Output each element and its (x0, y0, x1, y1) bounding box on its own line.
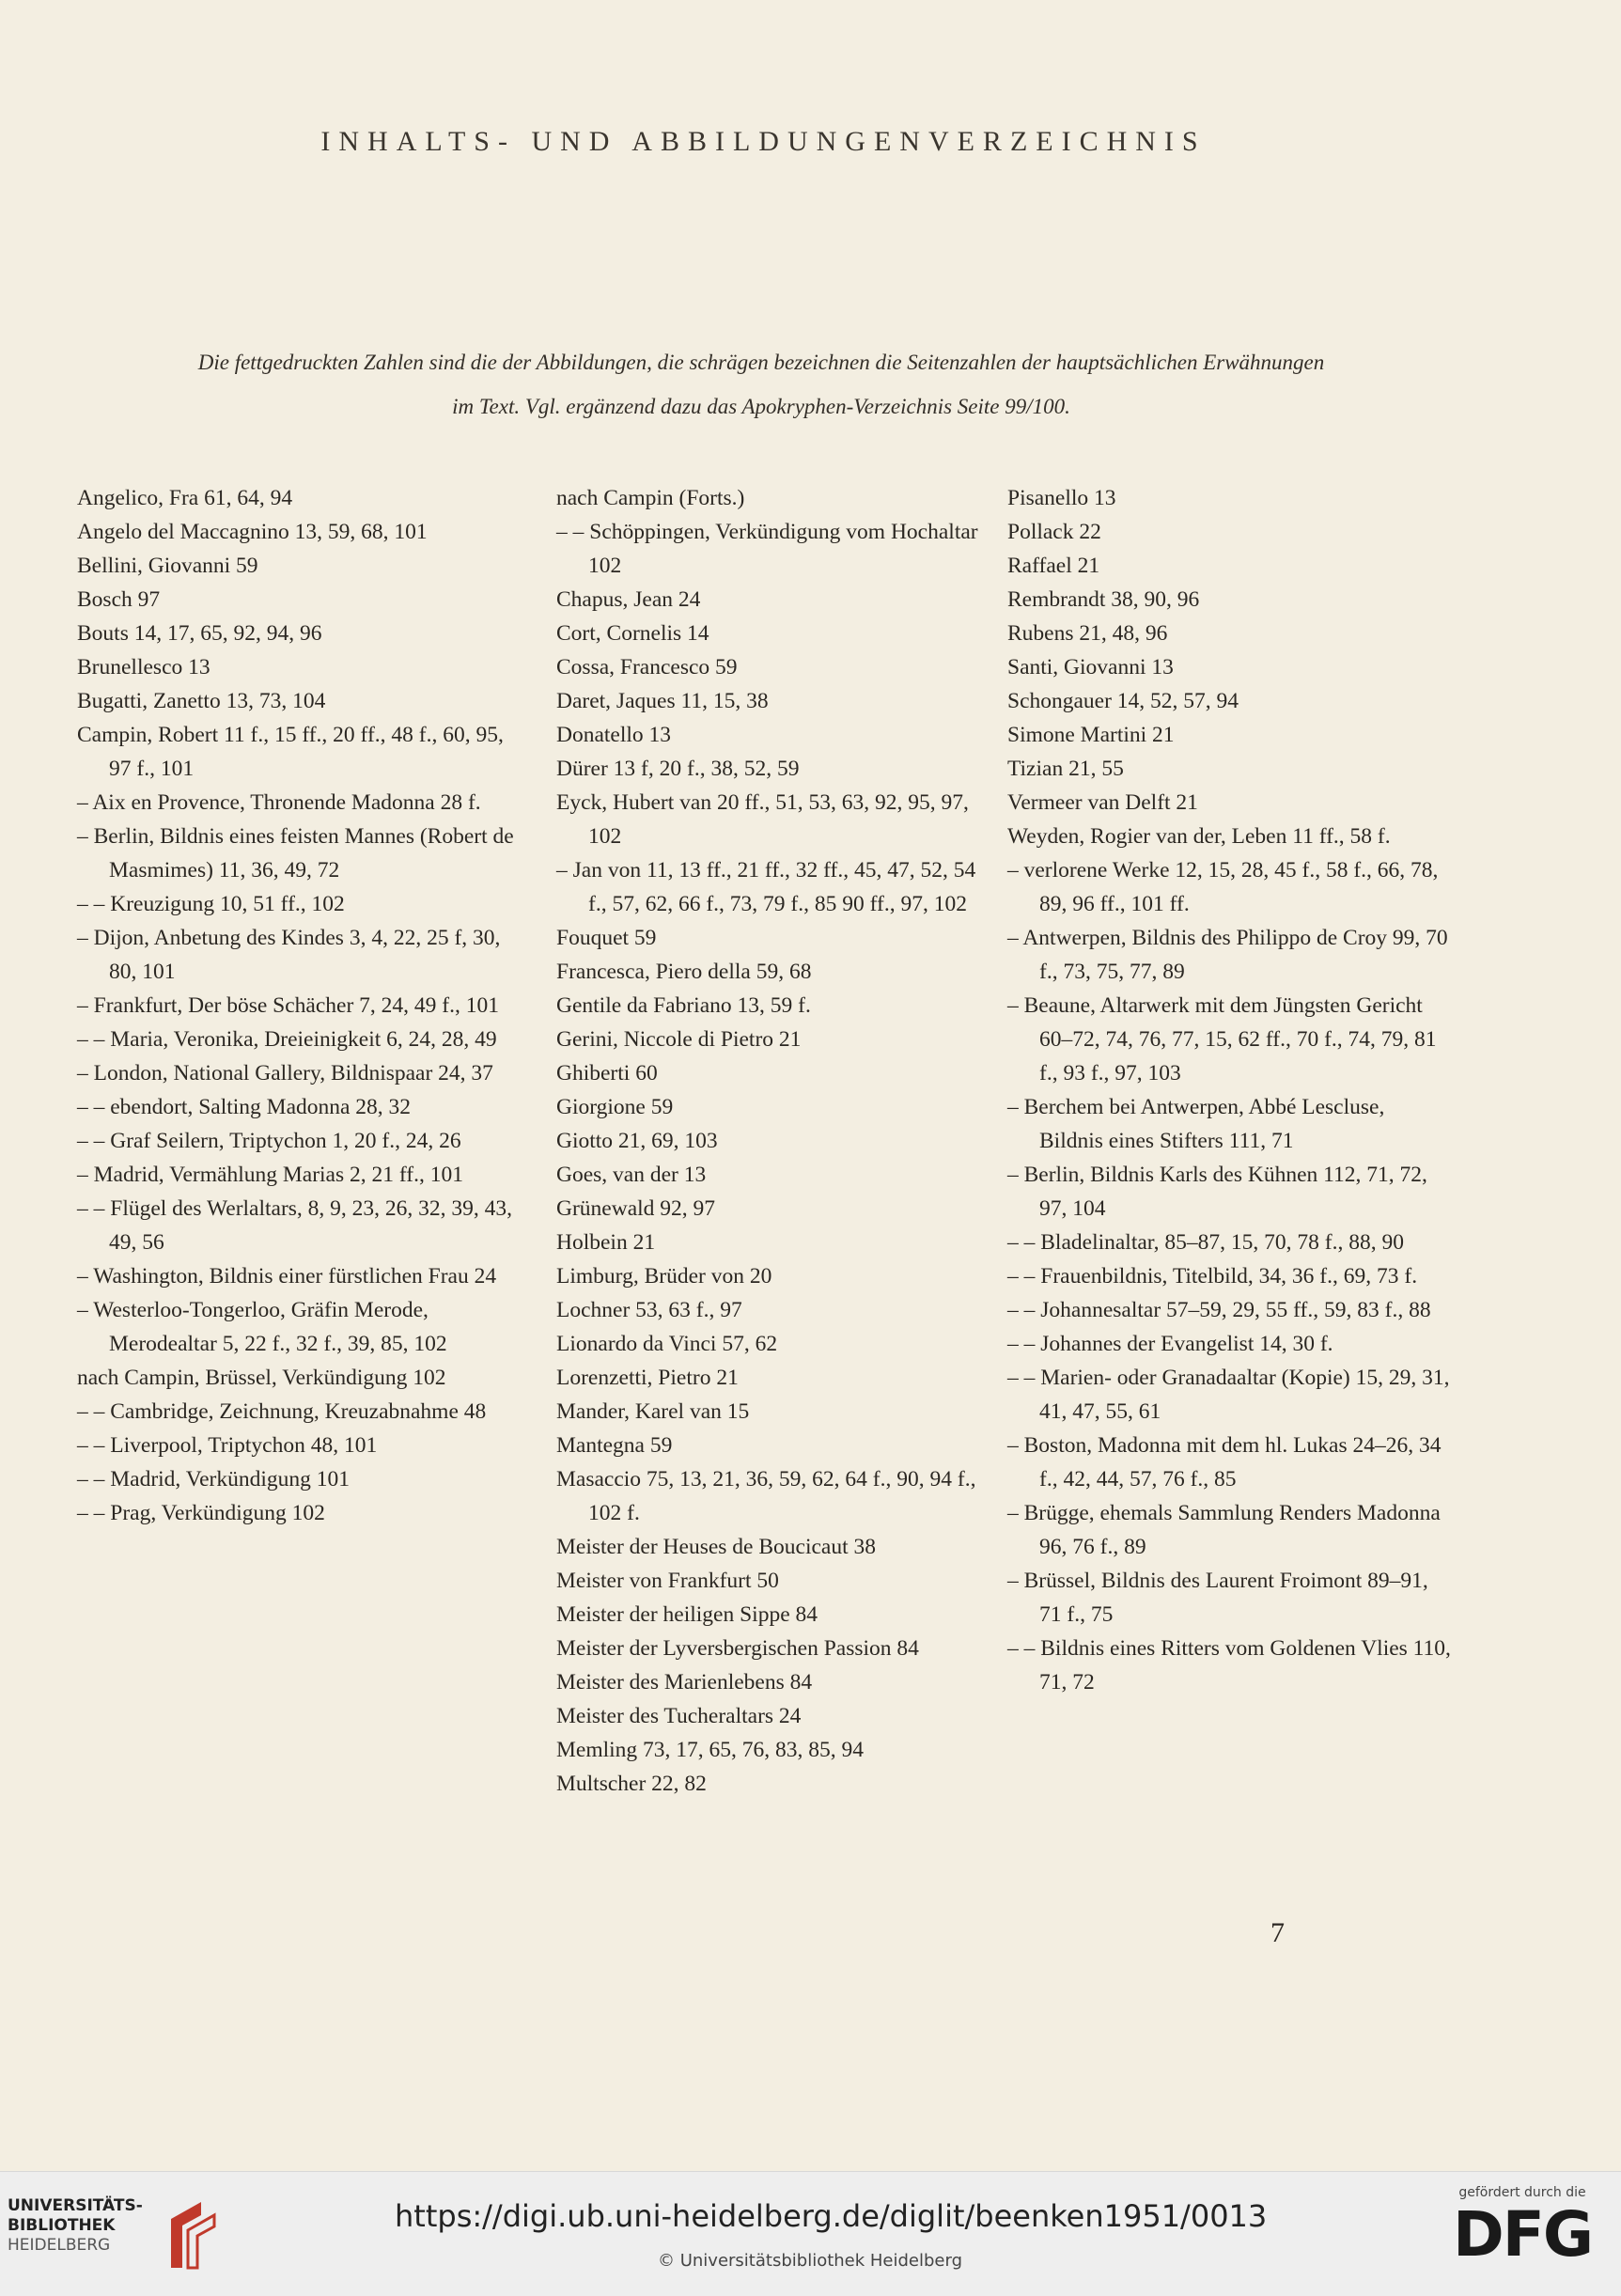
index-entry: Francesca, Piero della 59, 68 (556, 960, 812, 984)
index-entry: Simone Martini 21 (1007, 723, 1175, 747)
index-entry: Meister der Lyversbergischen Passion 84 (556, 1636, 919, 1661)
index-entry: Pisanello 13 (1007, 486, 1116, 510)
index-entry: Bosch 97 (77, 587, 161, 612)
index-entry: Raffael 21 (1007, 554, 1100, 578)
index-entry: – – Johannesaltar 57–59, 29, 55 ff., 59, 83 f., 88 (1007, 1298, 1431, 1322)
index-entry: nach Campin (Forts.) (556, 486, 745, 510)
index-entry: Eyck, Hubert van 20 ff., 51, 53, 63, 92, 95, 97, 102 (556, 790, 969, 849)
index-column-2 (556, 481, 998, 1801)
index-entry: – – Prag, Verkündigung 102 (77, 1501, 325, 1525)
index-entry: Weyden, Rogier van der, Leben 11 ff., 58 f. (1007, 824, 1391, 849)
index-entry: Dürer 13 f, 20 f., 38, 52, 59 (556, 757, 800, 781)
index-entry: – – Maria, Veronika, Dreieinigkeit 6, 24, 28, 49 (77, 1027, 497, 1052)
index-entry: – Dijon, Anbetung des Kindes 3, 4, 22, 25 f, 30, 80, 101 (77, 926, 501, 984)
index-entry: – – Frauenbildnis, Titelbild, 34, 36 f., 69, 73 f. (1007, 1264, 1418, 1289)
index-entry: Goes, van der 13 (556, 1163, 707, 1187)
index-column-1 (77, 481, 526, 1530)
copyright-text: © Universitätsbibliothek Heidelberg (658, 2251, 963, 2271)
index-entry: – – ebendort, Salting Madonna 28, 32 (77, 1095, 412, 1119)
index-entry: – Jan von 11, 13 ff., 21 ff., 32 ff., 45, 47, 52, 54 f., 57, 62, 66 f., 73, 79 f., 85 90 ff., 97, 102 (556, 858, 976, 916)
index-entry: – Berchem bei Antwerpen, Abbé Lescluse, Bildnis eines Stifters 111, 71 (1007, 1095, 1385, 1153)
index-entry: – – Marien- oder Granadaaltar (Kopie) 15, 29, 31, 41, 47, 55, 61 (1007, 1366, 1450, 1424)
index-entry: Cort, Cornelis 14 (556, 621, 709, 646)
index-entry: Grünewald 92, 97 (556, 1196, 716, 1221)
index-entry: Cossa, Francesco 59 (556, 655, 738, 679)
index-entry: – – Schöppingen, Verkündigung vom Hochaltar 102 (556, 520, 978, 578)
index-entry: – Beaune, Altarwerk mit dem Jüngsten Gericht 60–72, 74, 76, 77, 15, 62 ff., 70 f., 74, 79, 81 f., 93 f., 97, 103 (1007, 993, 1437, 1086)
index-entry: – – Liverpool, Triptychon 48, 101 (77, 1433, 378, 1458)
index-entry: Lochner 53, 63 f., 97 (556, 1298, 742, 1322)
index-entry: Multscher 22, 82 (556, 1772, 707, 1796)
index-entry: – Brüssel, Bildnis des Laurent Froimont 89–91, 71 f., 75 (1007, 1569, 1428, 1627)
index-entry: Gentile da Fabriano 13, 59 f. (556, 993, 811, 1018)
index-entry: – Antwerpen, Bildnis des Philippo de Croy 99, 70 f., 73, 75, 77, 89 (1007, 926, 1448, 984)
index-entry: Gerini, Niccole di Pietro 21 (556, 1027, 802, 1052)
index-entry: – – Johannes der Evangelist 14, 30 f. (1007, 1332, 1333, 1356)
index-entry: Masaccio 75, 13, 21, 36, 59, 62, 64 f., 90, 94 f., 102 f. (556, 1467, 976, 1525)
index-entry: – Boston, Madonna mit dem hl. Lukas 24–26, 34 f., 42, 44, 57, 76 f., 85 (1007, 1433, 1442, 1492)
index-entry: Giotto 21, 69, 103 (556, 1129, 718, 1153)
index-entry: Memling 73, 17, 65, 76, 83, 85, 94 (556, 1738, 865, 1762)
library-name-line-3: HEIDELBERG (8, 2236, 111, 2255)
intro-note (66, 340, 1457, 429)
index-entry: Chapus, Jean 24 (556, 587, 701, 612)
intro-line-1: Die fettgedruckten Zahlen sind die der Abbildungen, die schrägen bezeichnen die Seitenzahlen der hauptsächlichen Erwähnungen (197, 351, 1325, 374)
index-entry: Limburg, Brüder von 20 (556, 1264, 772, 1289)
viewer-footer (0, 2171, 1621, 2296)
index-entry: Lorenzetti, Pietro 21 (556, 1366, 739, 1390)
index-entry: – – Graf Seilern, Triptychon 1, 20 f., 24, 26 (77, 1129, 461, 1153)
dfg-logo[interactable] (1438, 2185, 1607, 2270)
index-entry: – Madrid, Vermählung Marias 2, 21 ff., 101 (77, 1163, 463, 1187)
index-entry: Angelo del Maccagnino 13, 59, 68, 101 (77, 520, 428, 544)
index-entry: Meister von Frankfurt 50 (556, 1569, 779, 1593)
library-name-line-2: BIBLIOTHEK (8, 2216, 116, 2235)
permalink-url[interactable]: https://digi.ub.uni-heidelberg.de/diglit/beenken1951/0013 (395, 2198, 1268, 2234)
index-entry: Schongauer 14, 52, 57, 94 (1007, 689, 1239, 713)
index-entry: Fouquet 59 (556, 926, 657, 950)
index-entry: Rubens 21, 48, 96 (1007, 621, 1168, 646)
page-number: 7 (1270, 1917, 1285, 1948)
index-entry: Meister des Tucheraltars 24 (556, 1704, 802, 1728)
index-entry: Daret, Jaques 11, 15, 38 (556, 689, 769, 713)
index-entry: Tizian 21, 55 (1007, 757, 1124, 781)
index-entry: – Frankfurt, Der böse Schächer 7, 24, 49 f., 101 (77, 993, 500, 1018)
index-entry: – Brügge, ehemals Sammlung Renders Madonna 96, 76 f., 89 (1007, 1501, 1441, 1559)
intro-line-2: im Text. Vgl. ergänzend dazu das Apokryphen-Verzeichnis Seite 99/100. (452, 395, 1070, 418)
funded-by-text: gefördert durch die (1458, 2185, 1586, 2200)
index-entry: Meister der Heuses de Boucicaut 38 (556, 1535, 876, 1559)
index-entry: Holbein 21 (556, 1230, 656, 1255)
page-heading: INHALTS- UND ABBILDUNGENVERZEICHNIS (320, 126, 1207, 157)
index-entry: – Berlin, Bildnis eines feisten Mannes (Robert de Masmimes) 11, 36, 49, 72 (77, 824, 514, 882)
index-entry: Santi, Giovanni 13 (1007, 655, 1174, 679)
index-entry: – – Kreuzigung 10, 51 ff., 102 (77, 892, 345, 916)
index-entry: Giorgione 59 (556, 1095, 674, 1119)
index-entry: – London, National Gallery, Bildnispaar 24, 37 (77, 1061, 493, 1086)
index-entry: Campin, Robert 11 f., 15 ff., 20 ff., 48 f., 60, 95, 97 f., 101 (77, 723, 504, 781)
index-entry: Pollack 22 (1007, 520, 1101, 544)
index-entry: Angelico, Fra 61, 64, 94 (77, 486, 293, 510)
index-entry: nach Campin, Brüssel, Verkündigung 102 (77, 1366, 446, 1390)
index-entry: – – Flügel des Werlaltars, 8, 9, 23, 26, 32, 39, 43, 49, 56 (77, 1196, 513, 1255)
index-entry: Mantegna 59 (556, 1433, 673, 1458)
index-entry: Bellini, Giovanni 59 (77, 554, 258, 578)
index-entry: – Washington, Bildnis einer fürstlichen Frau 24 (77, 1264, 497, 1289)
library-name-line-1: UNIVERSITÄTS- (8, 2196, 143, 2215)
index-entry: – – Bildnis eines Ritters vom Goldenen Vlies 110, 71, 72 (1007, 1636, 1451, 1695)
index-entry: Mander, Karel van 15 (556, 1399, 750, 1424)
index-entry: Ghiberti 60 (556, 1061, 658, 1086)
index-entry: Lionardo da Vinci 57, 62 (556, 1332, 778, 1356)
library-mark-icon (164, 2198, 220, 2272)
index-entry: Bouts 14, 17, 65, 92, 94, 96 (77, 621, 322, 646)
index-entry: – – Madrid, Verkündigung 101 (77, 1467, 351, 1492)
dfg-wordmark: DFG (1452, 2198, 1593, 2271)
index-entry: – Westerloo-Tongerloo, Gräfin Merode, Merodealtar 5, 22 f., 32 f., 39, 85, 102 (77, 1298, 447, 1356)
index-entry: Brunellesco 13 (77, 655, 210, 679)
index-entry: – Berlin, Bildnis Karls des Kühnen 112, 71, 72, 97, 104 (1007, 1163, 1427, 1221)
index-entry: Rembrandt 38, 90, 96 (1007, 587, 1200, 612)
index-entry: – Aix en Provence, Thronende Madonna 28 f. (77, 790, 481, 815)
index-entry: Bugatti, Zanetto 13, 73, 104 (77, 689, 326, 713)
index-entry: Donatello 13 (556, 723, 672, 747)
index-column-3 (1007, 481, 1451, 1699)
index-entry: Vermeer van Delft 21 (1007, 790, 1198, 815)
library-logo[interactable] (8, 2196, 233, 2272)
index-entry: – verlorene Werke 12, 15, 28, 45 f., 58 f., 66, 78, 89, 96 ff., 101 ff. (1007, 858, 1439, 916)
index-entry: Meister der heiligen Sippe 84 (556, 1602, 818, 1627)
index-entry: – – Bladelinaltar, 85–87, 15, 70, 78 f., 88, 90 (1007, 1230, 1405, 1255)
index-entry: – – Cambridge, Zeichnung, Kreuzabnahme 48 (77, 1399, 487, 1424)
index-entry: Meister des Marienlebens 84 (556, 1670, 813, 1695)
